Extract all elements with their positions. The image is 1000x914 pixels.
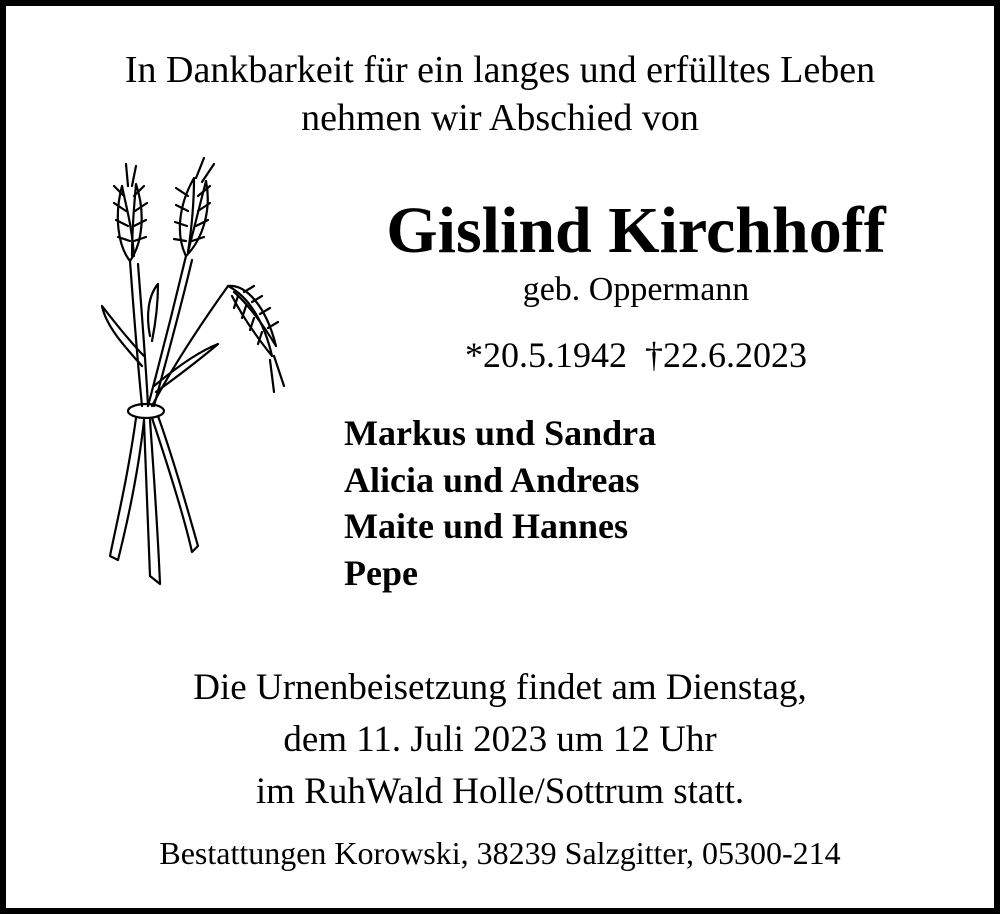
service-line: Die Urnenbeisetzung findet am Dienstag,	[193, 667, 807, 708]
mourner-line: Alicia und Andreas	[344, 459, 640, 500]
death-date: †22.6.2023	[645, 335, 807, 375]
mourner-line: Maite und Hannes	[344, 506, 629, 546]
funeral-home-line: Bestattungen Korowski, 38239 Salzgitter, 05300-214	[159, 835, 841, 871]
wheat-sheaf-icon	[88, 156, 288, 596]
birth-date: *20.5.1942	[465, 335, 627, 375]
mourner-line: Pepe	[344, 552, 418, 593]
service-line: dem 11. Juli 2023 um 12 Uhr	[283, 719, 717, 760]
service-details	[6, 662, 994, 818]
mourners-list	[344, 410, 904, 596]
intro-text	[6, 46, 994, 142]
intro-line: nehmen wir Abschied von	[301, 97, 699, 139]
maiden-name: geb. Oppermann	[522, 271, 750, 308]
service-line: im RuhWald Holle/Sottrum statt.	[255, 771, 745, 812]
intro-line: In Dankbarkeit für ein langes und erfülltes Leben	[124, 49, 876, 91]
deceased-name: Gislind Kirchhoff	[386, 194, 886, 267]
mourner-line: Markus und Sandra	[344, 413, 657, 453]
life-dates	[336, 332, 936, 378]
